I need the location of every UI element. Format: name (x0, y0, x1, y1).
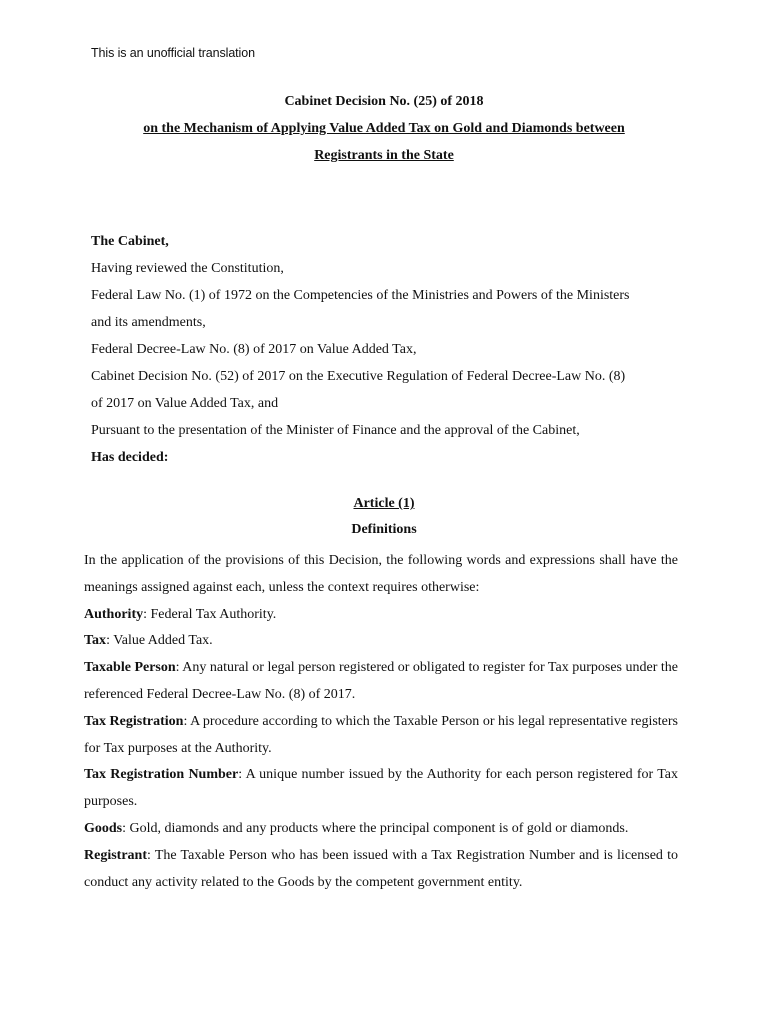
article-number: Article (1) (353, 496, 415, 511)
definition-item (84, 655, 678, 709)
preamble-line: Having reviewed the Constitution, (91, 261, 284, 276)
definition-item (84, 762, 678, 816)
definition-term: Tax Registration (84, 713, 184, 729)
definition-text: : Any natural or legal person registered or obligated to register for Tax purposes under the referenced Federal Decree-Law No. (8) of 2017. (84, 660, 678, 702)
definitions-intro: In the application of the provisions of this Decision, the following words and expressions shall have the meanings assigned against each, unless the context requires otherwise: (84, 553, 678, 595)
document-subtitle-line-2: Registrants in the State (314, 148, 454, 163)
definition-item (84, 628, 678, 655)
preamble-closing: Has decided: (91, 450, 169, 465)
definition-term: Tax Registration Number (84, 767, 239, 783)
definition-text: : Federal Tax Authority. (143, 606, 277, 622)
document-subtitle-line-1: on the Mechanism of Applying Value Added Tax on Gold and Diamonds between (143, 121, 625, 136)
definition-text: : A procedure according to which the Taxable Person or his legal representative registers for Tax purposes at the Authority. (84, 713, 678, 756)
preamble-heading: The Cabinet, (91, 234, 169, 249)
preamble-line: and its amendments, (91, 315, 206, 330)
definition-item (84, 709, 678, 763)
translation-disclaimer: This is an unofficial translation (91, 46, 255, 60)
article-heading: Definitions (351, 522, 417, 537)
definition-text: : Gold, diamonds and any products where the principal component is of gold or diamonds. (122, 820, 629, 836)
preamble-line: Federal Decree-Law No. (8) of 2017 on Value Added Tax, (91, 342, 417, 357)
preamble-line: Cabinet Decision No. (52) of 2017 on the Executive Regulation of Federal Decree-Law No. (8) (91, 369, 626, 384)
preamble (91, 228, 691, 471)
document-title: Cabinet Decision No. (25) of 2018 (284, 94, 484, 109)
definition-item (84, 843, 678, 897)
preamble-line: Pursuant to the presentation of the Minister of Finance and the approval of the Cabinet, (91, 423, 580, 438)
definition-term: Authority (84, 606, 144, 622)
definition-text: : A unique number issued by the Authority for each person registered for Tax purposes. (84, 767, 678, 810)
definition-text: : The Taxable Person who has been issued with a Tax Registration Number and is licensed to conduct any activity related to the Goods by the competent government entity. (84, 847, 678, 890)
definition-term: Taxable Person (84, 660, 176, 676)
preamble-line: Federal Law No. (1) of 1972 on the Competencies of the Ministries and Powers of the Ministers (91, 288, 630, 303)
definitions-section (84, 548, 678, 896)
definition-item (84, 602, 678, 629)
definition-text: : Value Added Tax. (106, 633, 213, 649)
definition-term: Registrant (84, 847, 147, 863)
preamble-line: of 2017 on Value Added Tax, and (91, 396, 279, 411)
definition-item (84, 816, 678, 843)
definition-term: Goods (84, 820, 123, 836)
definition-term: Tax (84, 633, 107, 649)
